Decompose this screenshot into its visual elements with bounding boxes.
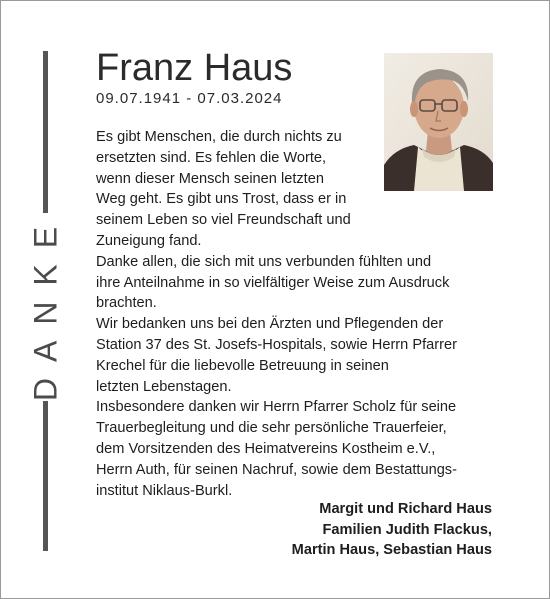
message-line: Danke allen, die sich mit uns verbunden fühlten und [96, 253, 432, 270]
side-label-danke: DANKE [27, 210, 64, 402]
message-line: letzten Lebenstagen. [96, 378, 232, 395]
life-dates: 09.07.1941 - 07.03.2024 [96, 90, 283, 107]
message-line: Wir bedanken uns bei den Ärzten und Pflegenden der [96, 316, 444, 333]
message-line: Zuneigung fand. [96, 232, 202, 249]
message-line: Insbesondere danken wir Herrn Pfarrer Scholz für seine [96, 399, 457, 416]
side-rule-top [43, 51, 48, 213]
deceased-name: Franz Haus [96, 47, 293, 89]
message-line: Krechel für die liebevolle Betreuung in seinen [96, 357, 389, 374]
message-line: ihre Anteilnahme in so vielfältiger Weise zum Ausdruck [96, 274, 450, 291]
message-line: Station 37 des St. Josefs-Hospitals, sowie Herrn Pfarrer [96, 336, 457, 353]
signature-line: Margit und Richard Haus [319, 501, 492, 517]
message-line: ersetzten sind. Es fehlen die Worte, [96, 149, 327, 166]
message-line: Herrn Auth, für seinen Nachruf, sowie dem Bestattungs- [96, 461, 457, 478]
signature-block [292, 499, 492, 561]
message-text [96, 127, 506, 501]
message-line: Weg geht. Es gibt uns Trost, dass er in [96, 191, 347, 208]
side-rule-bottom [43, 401, 48, 551]
signature-line: Martin Haus, Sebastian Haus [291, 542, 492, 559]
message-line: seinem Leben so viel Freundschaft und [96, 212, 351, 229]
message-line: institut Niklaus-Burkl. [96, 482, 233, 499]
message-line: wenn dieser Mensch seinen letzten [96, 170, 324, 187]
message-line: Es gibt Menschen, die durch nichts zu [96, 129, 342, 145]
message-line: dem Vorsitzenden des Heimatvereins Kostheim e.V., [96, 440, 436, 457]
message-line: brachten. [96, 295, 157, 312]
signature-line: Familien Judith Flackus, [322, 521, 492, 538]
message-line: Trauerbegleitung und die sehr persönliche Trauerfeier, [96, 420, 447, 437]
